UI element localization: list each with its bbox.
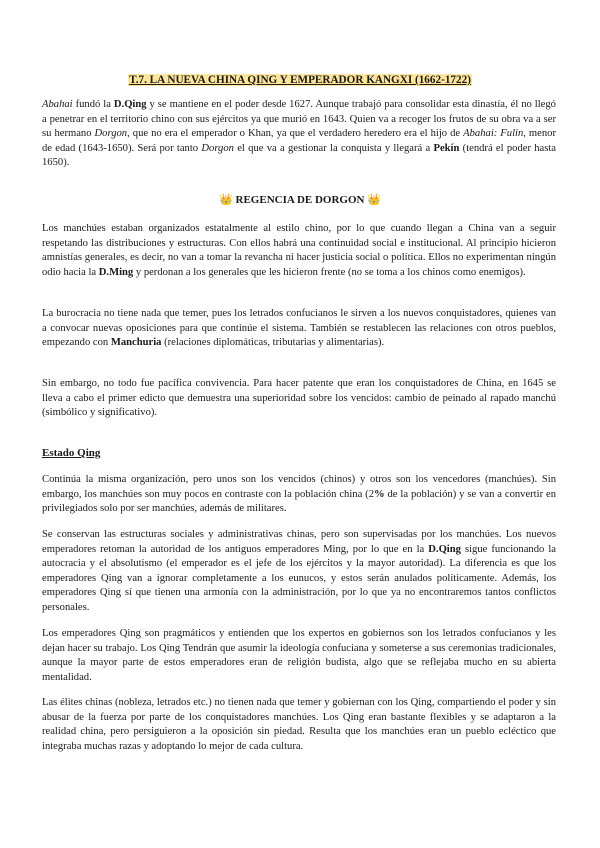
regencia_p2-run-1: Manchuria [110,337,162,349]
crown-icon-right: 👑 [367,194,381,206]
intro-run-8: Dorgon [201,142,234,154]
estado_p2-run-1: D.Qing [428,543,461,555]
estado_p3-run-0: Los emperadores Qing son pragmáticos y entienden que los expertos en gobiernos son los letrados confucianos y les dejan hacer su trabajo. Los Qing Tendrán que asumir la ideología confuciana y someterse a sus ceremonias tradicionales, aunque la mayor parte de estos emperadores eran de religión budista, algo que se reflejaba mucho en su abierta mentalidad. [42,628,556,683]
intro-run-11: (tendrá el poder hasta 1650). [42,142,557,169]
regencia-paragraph-3 [42,377,556,421]
estado-paragraph-3 [42,627,556,685]
document-title-text: T.7. LA NUEVA CHINA QING Y EMPERADOR KANGXI (1662-1722) [129,74,471,86]
intro-run-7: , menor de edad (1643-1650). Será por tanto [42,128,556,154]
estado_p2-run-2: sigue funcionando la autocracia y el absolutismo (el emperador es el jefe de los ejércitos y la mayor autoridad). La diferencia es que los emperadores Qing van a ignorar completamente a los eunucos, y estos serán anulados políticamente. Además, los emperadores Qing sí que tienen una armonía con la administración, por lo que ya no encontraremos tantos conflictos personales. [42,543,557,613]
regencia-paragraph-2 [42,307,556,351]
regencia_p2-run-2: (relaciones diplomáticas, tributarias y alimentarias). [161,337,385,349]
regencia_p1-run-1: D.Ming [98,266,134,278]
regencia_p3-run-0: Sin embargo, no todo fue pacífica convivencia. Para hacer patente que eran los conquistadores de China, en 1645 se lleva a cabo el primer edicto que demuestra una superioridad sobre los vencidos: cambio de peinado al rapado manchú (simbólico y significativo). [42,378,556,419]
estado-paragraph-4 [42,696,556,754]
estado-paragraph-2 [42,528,556,616]
document-title [0,73,600,87]
intro-run-3: y se mantiene en el poder desde 1627. Aunque trabajó para consolidar esta dinastía, él no llegó a penetrar en el territorio chino con sus ejércitos ya que murió en 1643. Quien va a recoger los frutos de su obra va a ser su hermano [42,99,556,140]
regencia_p2-run-0: La burocracia no tiene nada que temer, pues los letrados confucianos le sirven a los nuevos conquistadores, quienes van a convocar nuevas oposiciones para que continúe el sistema. También se restablecen las relaciones con otros pueblos, empezando con [42,308,556,349]
estado_p1-run-1: % [374,488,385,500]
estado_p1-run-2: de la población) y se van a convertir en privilegiados solo por ser manchúes, además de militares. [42,488,556,515]
regencia_p1-run-0: Los manchúes estaban organizados estatalmente al estilo chino, por lo que cuando llegan a China van a seguir respetando las distribuciones y estructuras. Con ellos habrá una continuidad social e institucional. Al principio hicieron amnistías generales, es decir, no van a tomar la revancha ni hacer justicia social o política. Ellos no experimentan ningún odio hacia la [42,223,556,278]
estado_p2-run-0: Se conservan las estructuras sociales y administrativas chinas, pero son supervisadas por los manchúes. Los nuevos emperadores retoman la autoridad de los antiguos emperadores Ming, por lo que en la [42,529,556,555]
intro-run-5: , que no era el emperador o Khan, ya que el verdadero heredero era el hijo de [127,128,464,140]
regencia-paragraph-1 [42,222,556,280]
regencia-heading [0,193,600,207]
estado_p1-run-0: Continúa la misma organización, pero unos son los vencidos (chinos) y otros son los vencedores (manchúes). Sin embargo, los manchúes son muy pocos en contraste con la población china (2 [42,474,556,500]
crown-icon-left: 👑 [219,194,233,206]
intro-run-9: el que va a gestionar la conquista y llegará a [233,142,434,154]
intro-run-10: Pekín [433,142,460,154]
estado-paragraph-1 [42,473,556,517]
estado-qing-heading: Estado Qing [42,447,101,459]
estado_p4-run-0: Las élites chinas (nobleza, letrados etc.) no tienen nada que temer y gobiernan con los Qing, compartiendo el poder y sin abusar de la fuerza por parte de los conquistadores manchúes. Los Qing eran bastante flexibles y se adaptaron a la realidad china, pero persiguieron a la oposición sin piedad. Resulta que los manchúes eran un pueblo ecléctico que integraba muchas razas y adoptando lo mejor de cada cultura. [42,697,556,752]
regencia-heading-text: REGENCIA DE DORGON [235,194,365,206]
intro-run-2: D.Qing [113,99,147,110]
intro-run-6: Abahai: Fulin [463,128,524,140]
intro-run-0: Abahai [42,99,73,110]
intro-run-4: Dorgon [94,128,128,140]
regencia_p1-run-2: y perdonan a los generales que les hicieron frente (no se toma a los chinos como enemigos). [133,266,526,278]
intro-paragraph [42,98,556,171]
intro-run-1: fundó la [72,99,114,110]
